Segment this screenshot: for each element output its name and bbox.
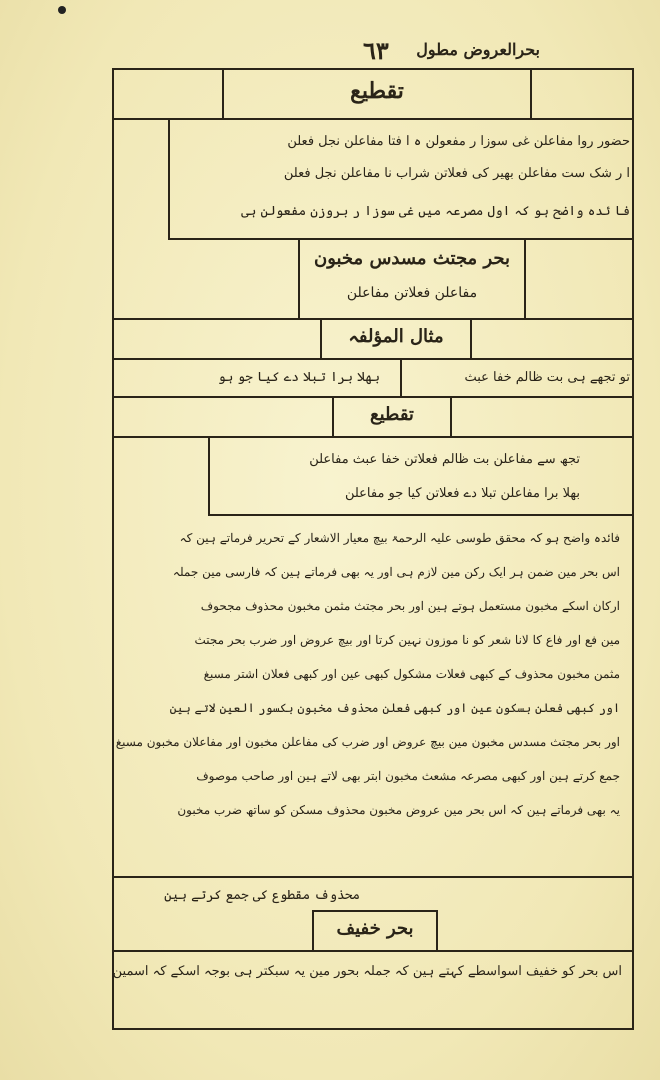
taqti-heading: تقطیع xyxy=(350,78,404,104)
fayda-line-8: جمع کرتے ہین اور کبھی مصرعہ مشعث مخبون ابتر بھی لاتے ہین اور صاحب موصوف xyxy=(196,769,620,783)
fayda-line-4: مین فع اور فاع کا لانا شعر کو نا موزون نہین کرتا اور بیچ عروض اور ضرب بحر مجتث xyxy=(194,633,620,647)
fayda-line-2: اس بحر مین ضمن ہر ایک رکن مین لازم ہی اور یہ بھی فرماتے ہین کہ فارسی مین جملہ xyxy=(172,565,620,579)
taqti2-line-2: بھلا برا مفاعلن تبلا دے فعلاتن کیا جو مفاعلن xyxy=(344,486,580,501)
misal-line-left: بھلا برا تبلا دے کیا جو ہو xyxy=(218,370,380,385)
taqti-line-1: حضور روا مفاعلن غی سوزا ر مفعولن ہ ا فتا مفاعلن نجل فعلن xyxy=(287,134,630,149)
taqti2-line-1: تجھ سے مفاعلن بت ظالم فعلاتن خفا عبث مفاعلن xyxy=(309,452,580,467)
fayda-line-7: اور بحر مجتث مسدس مخبون مین بیچ عروض اور ضرب کی مفاعلن مخبون اور مفاعلان مخبون مسبغ xyxy=(115,735,620,749)
taqti2-heading: تقطیع xyxy=(370,404,414,425)
misal-line-right: تو تجھے ہی بت ظالم خفا عبث xyxy=(464,370,630,385)
fayda-line-3: ارکان اسکے مخبون مستعمل ہوتے ہین اور بحر مجتث مثمن مخبون محذوف مجحوف xyxy=(200,599,620,613)
fayda-last-line: محذوف مقطوع کی جمع کرتے ہین xyxy=(164,888,360,903)
fayda-line-1: فائدہ واضح ہو کہ محقق طوسی علیہ الرحمۃ بیچ معیار الاشعار کے تحریر فرماتے ہین کہ xyxy=(179,531,620,545)
bahr-khafif-title: بحر خفیف xyxy=(336,918,414,939)
fayda-line-5: مثمن مخبون محذوف کے کبھی فعلات مشکول کبھی عین اور کبھی فعلان اشتر مسبغ xyxy=(203,667,620,681)
misal-title: مثال المؤلفہ xyxy=(348,326,444,347)
ink-dot xyxy=(58,6,66,14)
fayda-line-9: یہ بھی فرماتے ہین کہ اس بحر مین عروض مخبون محذوف مسکن کو ساتھ ضرب مخبون xyxy=(177,803,620,817)
page-number: ٦٣ xyxy=(363,36,389,65)
taqti-line-2: ا ر شک ست مفاعلن بھیر کی فعلاتن شراب نا مفاعلن نجل فعلن xyxy=(283,166,630,181)
fayda-line-6: اور کبھی فعلن بسکون عین اور کبھی فعلن محذوف مخبون بکسور العین لاتے ہین xyxy=(169,701,620,715)
bahr-mujtass-arkan: مفاعلن فعلاتن مفاعلن xyxy=(346,285,478,301)
bahr-mujtass-title: بحر مجتث مسدس مخبون xyxy=(313,248,511,269)
khafif-line: اس بحر کو خفیف اسواسطے کہتے ہین کہ جملہ بحور مین یہ سبکتر ہی بوجہ اسکے کہ اسمین xyxy=(112,964,622,979)
running-title: بحرالعروض مطول xyxy=(416,40,540,59)
taqti-line-3: فا ئدہ واضح ہو کہ اول مصرعہ میں غی سوزا ر بروزن مفعولن ہی xyxy=(241,204,630,219)
